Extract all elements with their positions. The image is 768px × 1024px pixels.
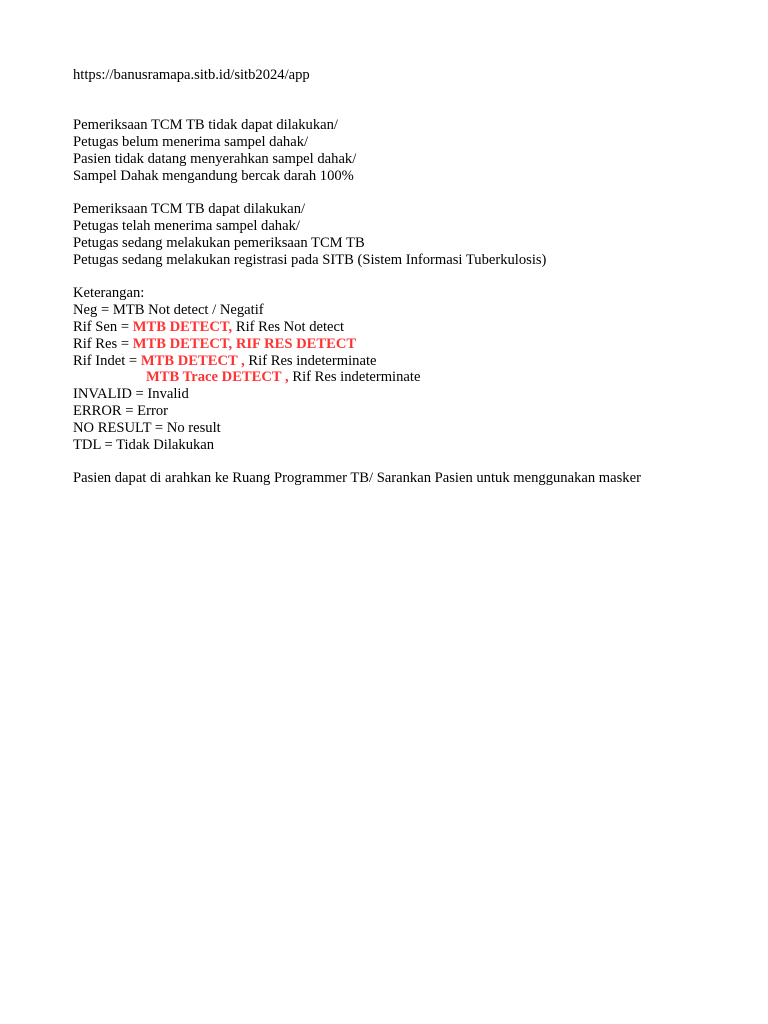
spacer: [73, 453, 753, 470]
legend-rif-indet: [73, 353, 753, 370]
legend-rif-res: [73, 336, 753, 353]
legend-rif-sen-prefix: Rif Sen =: [73, 318, 133, 335]
footer-note: Pasien dapat di arahkan ke Ruang Programmer TB/ Sarankan Pasien untuk menggunakan masker: [73, 470, 641, 487]
legend-error: ERROR = Error: [73, 402, 168, 419]
legend-rif-indet-prefix: Rif Indet =: [73, 352, 141, 369]
spacer: [73, 101, 753, 118]
legend-rif-sen-highlight: MTB DETECT,: [132, 318, 233, 335]
block1-line: Sampel Dahak mengandung bercak darah 100%: [73, 167, 354, 184]
block2-line: Petugas sedang melakukan registrasi pada SITB (Sistem Informasi Tuberkulosis): [73, 251, 547, 268]
legend-trace-highlight: MTB Trace DETECT ,: [146, 369, 289, 386]
legend-invalid: INVALID = Invalid: [73, 386, 189, 403]
block1-line: Pasien tidak datang menyerahkan sampel dahak/: [73, 150, 357, 167]
legend-trace-suffix: Rif Res indeterminate: [288, 369, 421, 386]
legend-trace: [73, 369, 753, 386]
legend-neg: Neg = MTB Not detect / Negatif: [73, 302, 264, 319]
legend-rif-sen: [73, 319, 753, 336]
url-text: https://banusramapa.sitb.id/sitb2024/app: [73, 67, 310, 83]
block2-line: Petugas sedang melakukan pemeriksaan TCM TB: [73, 234, 365, 251]
block-cannot-perform: [73, 117, 753, 184]
spacer: [73, 185, 753, 202]
block2-line: Petugas telah menerima sampel dahak/: [73, 218, 300, 235]
legend-no-result: NO RESULT = No result: [73, 419, 221, 436]
block-can-perform: [73, 201, 753, 268]
legend-rif-sen-suffix: Rif Res Not detect: [232, 318, 345, 335]
spacer: [73, 84, 753, 101]
document-page: [73, 67, 753, 487]
legend-rif-res-highlight: MTB DETECT, RIF RES DETECT: [132, 335, 357, 352]
block1-line: Petugas belum menerima sampel dahak/: [73, 134, 309, 151]
legend-rif-indet-highlight: MTB DETECT ,: [140, 352, 245, 369]
legend-rif-indet-suffix: Rif Res indeterminate: [244, 352, 377, 369]
legend-block: [73, 285, 753, 453]
legend-rif-res-prefix: Rif Res =: [73, 335, 133, 352]
spacer: [73, 269, 753, 286]
block1-line: Pemeriksaan TCM TB tidak dapat dilakukan/: [73, 117, 338, 134]
legend-tdl: TDL = Tidak Dilakukan: [73, 436, 215, 453]
block2-line: Pemeriksaan TCM TB dapat dilakukan/: [73, 201, 306, 218]
legend-heading: Keterangan:: [73, 285, 145, 302]
